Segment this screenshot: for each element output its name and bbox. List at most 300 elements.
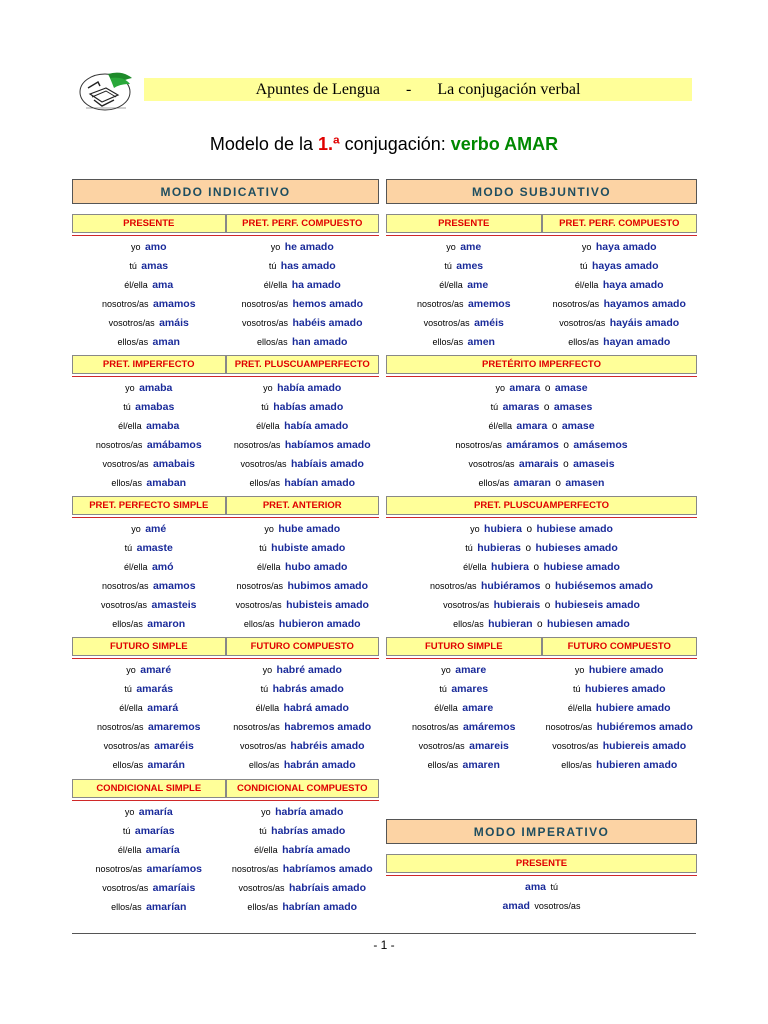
person-pronoun: vosotros/as [468, 459, 515, 469]
verb-form: amara [516, 420, 548, 432]
verb-form: amaban [146, 477, 187, 489]
person-pronoun: nosotros/as [101, 581, 149, 591]
conjugation-row [386, 659, 542, 678]
conjugation-row [226, 293, 380, 312]
person-pronoun: vosotros/as [241, 318, 289, 328]
verb-form: ames [456, 260, 484, 272]
person-pronoun: él/ella [263, 280, 288, 290]
person-pronoun: ellos/as [243, 619, 275, 629]
verb-form: hubieren amado [596, 759, 678, 771]
person-pronoun: yo [261, 807, 271, 817]
person-pronoun: él/ella [124, 280, 148, 290]
person-pronoun: ellos/as [561, 760, 592, 770]
person-pronoun: tú [444, 261, 452, 271]
conjugation-row [226, 820, 380, 839]
document-header [144, 78, 692, 101]
person-pronoun: vosotros/as [103, 741, 150, 751]
verb-form: amaríamos [146, 863, 202, 875]
conjugation-row [386, 255, 542, 274]
person-pronoun: él/ella [434, 703, 458, 713]
verb-form: ame [467, 279, 489, 291]
verb-form: había amado [277, 382, 342, 394]
verb-form: amares [451, 683, 489, 695]
verb-form: amaren [462, 759, 500, 771]
tense-header-row [72, 637, 379, 656]
conjugation-row [72, 896, 226, 915]
verb-form: hayan amado [603, 336, 671, 348]
title-verb: verbo AMAR [450, 134, 559, 154]
conjugation-column [226, 659, 380, 773]
conjugation-row [72, 735, 226, 754]
verb-form: había amado [284, 420, 349, 432]
verb-form: amáramos [506, 439, 559, 451]
conjugation-row [226, 255, 380, 274]
person-pronoun: él/ella [463, 562, 487, 572]
tense-block [386, 214, 697, 350]
verb-form: habíamos amado [284, 439, 371, 451]
person-pronoun: ellos/as [432, 337, 464, 347]
verb-form: hubieses amado [535, 542, 618, 554]
verb-form: hubiésemos amado [554, 580, 653, 592]
person-pronoun: ellos/as [111, 478, 142, 488]
person-pronoun: vosotros/as [559, 318, 606, 328]
tense-name: CONDICIONAL SIMPLE [72, 779, 226, 798]
person-pronoun: yo [581, 242, 592, 252]
conjugation-row [72, 613, 226, 632]
or-connector: o [544, 383, 551, 394]
verb-form: amáis [159, 317, 189, 329]
conjugation-column [72, 377, 226, 491]
person-pronoun: tú [268, 261, 277, 271]
person-pronoun: yo [441, 665, 451, 675]
conjugation-column [72, 236, 226, 350]
conjugation-row [226, 613, 380, 632]
verb-form: amasen [565, 477, 605, 489]
verb-form: habrías amado [271, 825, 346, 837]
conjugation-row [226, 274, 380, 293]
conjugation-rows [72, 377, 379, 491]
conjugation-row [226, 377, 380, 396]
verb-form: amemos [467, 298, 511, 310]
person-pronoun: nosotros/as [231, 864, 279, 874]
tense-header-row [72, 214, 379, 233]
conjugation-column [386, 236, 542, 350]
conjugation-row [542, 236, 698, 255]
conjugation-row [386, 236, 542, 255]
verb-form: hubiéramos [480, 580, 541, 592]
verb-form: amaría [145, 844, 180, 856]
person-pronoun: tú [259, 543, 267, 553]
or-connector: o [526, 524, 532, 535]
conjugation-row [72, 312, 226, 331]
verb-form: amarán [147, 759, 185, 771]
tense-header-row [72, 355, 379, 374]
person-pronoun: nosotros/as [233, 440, 281, 450]
verb-form: amasteis [151, 599, 197, 611]
person-pronoun: él/ella [254, 845, 278, 855]
tense-block [72, 779, 379, 915]
person-pronoun: ellos/as [249, 478, 280, 488]
conjugation-row [72, 877, 226, 896]
conjugation-row [226, 697, 380, 716]
person-pronoun: tú [124, 684, 132, 694]
verb-form: amara [509, 382, 541, 394]
person-pronoun: nosotros/as [236, 581, 284, 591]
conjugation-row [72, 820, 226, 839]
verb-form: hubiera [484, 523, 522, 535]
verb-form: haya amado [595, 241, 657, 253]
person-pronoun: nosotros/as [545, 722, 593, 732]
title-prefix: Modelo de la [209, 134, 318, 154]
conjugation-row [386, 331, 542, 350]
person-pronoun: yo [264, 524, 274, 534]
person-pronoun: él/ella [257, 562, 281, 572]
tense-name: PRET. PLUSCUAMPERFECTO [226, 355, 380, 374]
person-pronoun: nosotros/as [416, 299, 464, 309]
conjugation-rows [386, 518, 697, 632]
conjugation-column [226, 377, 380, 491]
verb-form: amarían [146, 901, 187, 913]
conjugation-column [386, 518, 697, 632]
verb-form: amaseis [573, 458, 615, 470]
tense-name: PRET. PERFECTO SIMPLE [72, 496, 226, 515]
verb-form: hemos amado [292, 298, 364, 310]
person-pronoun: nosotros/as [241, 299, 288, 309]
header-separator: - [406, 80, 412, 98]
tense-header-row [72, 496, 379, 515]
conjugation-row [542, 274, 698, 293]
conjugation-row [72, 293, 226, 312]
conjugation-row [226, 415, 380, 434]
verb-form: hubiereis amado [602, 740, 687, 752]
conjugation-row [386, 876, 697, 895]
person-pronoun: nosotros/as [96, 722, 144, 732]
verb-form: amaba [146, 420, 180, 432]
conjugation-row [542, 659, 698, 678]
conjugation-row [386, 678, 542, 697]
verb-form: hube amado [278, 523, 341, 535]
verb-form: hubiere amado [588, 664, 664, 676]
tense-name: PRET. PERF. COMPUESTO [542, 214, 698, 233]
conjugation-row [226, 312, 380, 331]
conjugation-row [386, 293, 542, 312]
person-pronoun: nosotros/as [101, 299, 149, 309]
tense-name: FUTURO COMPUESTO [226, 637, 380, 656]
conjugation-rows [386, 659, 697, 773]
conjugation-row [386, 697, 542, 716]
verb-form: habías amado [273, 401, 344, 413]
conjugation-row [72, 537, 226, 556]
conjugation-row [226, 896, 380, 915]
title-middle: conjugación: [339, 134, 451, 154]
conjugation-row [226, 518, 380, 537]
person-pronoun: tú [261, 402, 269, 412]
tense-block [72, 496, 379, 632]
tense-name: FUTURO COMPUESTO [542, 637, 698, 656]
tense-header-row [386, 355, 697, 374]
conjugation-row [72, 858, 226, 877]
tense-name: PRETÉRITO IMPERFECTO [386, 355, 697, 374]
person-pronoun: yo [126, 665, 136, 675]
person-pronoun: yo [131, 524, 141, 534]
conjugation-row [72, 415, 226, 434]
conjugation-row [386, 575, 697, 594]
conjugation-row [386, 312, 542, 331]
conjugation-row [386, 377, 697, 396]
conjugation-row [386, 396, 697, 415]
verb-form: amarías [134, 825, 175, 837]
verb-form: haya amado [602, 279, 664, 291]
conjugation-column [226, 518, 380, 632]
person-pronoun: él/ella [119, 703, 143, 713]
or-connector: o [543, 402, 550, 413]
verb-form: habría amado [275, 806, 344, 818]
verb-form: hubiesen amado [546, 618, 630, 630]
tense-name: PRESENTE [386, 214, 542, 233]
person-pronoun: yo [470, 524, 480, 534]
verb-form: amábamos [146, 439, 202, 451]
tense-block [72, 214, 379, 350]
conjugation-column [226, 236, 380, 350]
mode-subjuntivo-header: MODO SUBJUNTIVO [386, 179, 697, 204]
verb-form: habrán amado [283, 759, 356, 771]
conjugation-row [72, 801, 226, 820]
tense-name: PRET. IMPERFECTO [72, 355, 226, 374]
conjugation-column [386, 876, 697, 914]
verb-form: habéis amado [292, 317, 363, 329]
conjugation-row [72, 377, 226, 396]
conjugation-row [386, 415, 697, 434]
verb-form: hubieras [477, 542, 521, 554]
conjugation-row [386, 735, 542, 754]
person-pronoun: nosotros/as [95, 864, 143, 874]
conjugation-row [226, 659, 380, 678]
conjugation-row [72, 575, 226, 594]
verb-form: amaréis [154, 740, 194, 752]
person-pronoun: yo [574, 665, 585, 675]
verb-form: hayas amado [591, 260, 659, 272]
person-pronoun: vosotros/as [239, 741, 286, 751]
verb-form: ha amado [291, 279, 341, 291]
verb-form: habríamos amado [282, 863, 373, 875]
title-number: 1.ª [317, 134, 340, 154]
verb-form: hubiese amado [543, 561, 620, 573]
tense-block [386, 496, 697, 632]
person-pronoun: vosotros/as [108, 318, 155, 328]
tense-name: CONDICIONAL COMPUESTO [226, 779, 380, 798]
conjugation-rows [386, 236, 697, 350]
verb-form: hubierais [493, 599, 541, 611]
conjugation-row [72, 453, 226, 472]
conjugation-row [226, 396, 380, 415]
verb-form: hubimos amado [287, 580, 368, 592]
verb-form: amareis [469, 740, 509, 752]
verb-form: hubiéremos amado [596, 721, 693, 733]
verb-form: hubo amado [285, 561, 348, 573]
conjugation-column [72, 801, 226, 915]
person-pronoun: vosotros/as [101, 600, 148, 610]
conjugation-row [542, 697, 698, 716]
conjugation-row [72, 472, 226, 491]
person-pronoun: tú [439, 684, 447, 694]
person-pronoun: vosotros/as [102, 883, 149, 893]
verb-form: amase [554, 382, 588, 394]
verb-form: améis [474, 317, 504, 329]
mode-indicativo-header: MODO INDICATIVO [72, 179, 379, 204]
verb-form: ame [460, 241, 482, 253]
or-connector: o [544, 581, 551, 592]
verb-form: hubiera [491, 561, 529, 573]
conjugation-row [226, 839, 380, 858]
verb-form: he amado [284, 241, 334, 253]
conjugation-row [226, 556, 380, 575]
verb-form: hubieran [488, 618, 533, 630]
verb-form: amará [147, 702, 179, 714]
verb-form: hubiese amado [536, 523, 613, 535]
verb-form: amaste [136, 542, 173, 554]
verb-form: amó [151, 561, 174, 573]
tense-block [386, 355, 697, 491]
person-pronoun: nosotros/as [455, 440, 502, 450]
or-connector: o [544, 600, 551, 611]
person-pronoun: nosotros/as [233, 722, 280, 732]
header-subject: Apuntes de Lengua [255, 80, 381, 98]
verb-form: amare [455, 664, 487, 676]
person-pronoun: ellos/as [257, 337, 288, 347]
verb-form: hubieron amado [278, 618, 361, 630]
person-pronoun: yo [495, 383, 505, 393]
tense-block [72, 637, 379, 773]
verb-form: amen [467, 336, 495, 348]
verb-form: ama [152, 279, 174, 291]
person-pronoun: yo [130, 242, 141, 252]
person-pronoun: ellos/as [117, 337, 149, 347]
or-connector: o [536, 619, 543, 630]
verb-form: habríais amado [288, 882, 366, 894]
verb-form: hayáis amado [609, 317, 680, 329]
conjugation-row [72, 716, 226, 735]
person-pronoun: él/ella [256, 421, 280, 431]
person-pronoun: tú [490, 402, 499, 412]
conjugation-row [72, 396, 226, 415]
person-pronoun: tú [573, 684, 581, 694]
or-connector: o [555, 478, 561, 489]
person-pronoun: él/ella [488, 421, 512, 431]
verb-form: hayamos amado [603, 298, 686, 310]
verb-form: habría amado [282, 844, 351, 856]
conjugation-row [72, 274, 226, 293]
tense-header-row [386, 496, 697, 515]
person-pronoun: él/ella [567, 703, 592, 713]
conjugation-row [226, 877, 380, 896]
tense-name: PRESENTE [386, 854, 697, 873]
tense-block [386, 637, 697, 773]
person-pronoun: tú [465, 543, 473, 553]
verb-form: hubiere amado [595, 702, 671, 714]
conjugation-row [226, 801, 380, 820]
conjugation-row [72, 839, 226, 858]
tense-header-row [72, 779, 379, 798]
or-connector: o [525, 543, 531, 554]
verb-form: amaré [140, 664, 172, 676]
verb-form: amase [561, 420, 595, 432]
conjugation-row [386, 594, 697, 613]
tense-block [386, 854, 697, 914]
conjugation-column [226, 801, 380, 915]
verb-form: hubisteis amado [286, 599, 369, 611]
verb-form: hubieres amado [584, 683, 666, 695]
conjugation-row [542, 716, 698, 735]
conjugation-row [386, 556, 697, 575]
conjugation-row [72, 434, 226, 453]
tense-name: PRET. PERF. COMPUESTO [226, 214, 380, 233]
person-pronoun: nosotros/as [95, 440, 143, 450]
footer-divider [72, 933, 696, 934]
mode-imperativo-header: MODO IMPERATIVO [386, 819, 697, 844]
tense-name: PRESENTE [72, 214, 226, 233]
conjugation-column [386, 659, 542, 773]
person-pronoun: ellos/as [427, 760, 459, 770]
verb-form: han amado [292, 336, 348, 348]
person-pronoun: vosotros/as [235, 600, 282, 610]
page-number: - 1 - [373, 938, 395, 952]
verb-form: amásemos [573, 439, 628, 451]
verb-form: amo [144, 241, 167, 253]
verb-form: amaba [139, 382, 173, 394]
conjugation-row [386, 537, 697, 556]
conjugation-row [542, 312, 698, 331]
conjugation-rows [72, 801, 379, 915]
conjugation-row [226, 472, 380, 491]
verb-form: amaras [502, 401, 540, 413]
person-pronoun: ellos/as [478, 478, 510, 488]
verb-form: amaran [513, 477, 551, 489]
person-pronoun: yo [446, 242, 456, 252]
tense-name: PRET. ANTERIOR [226, 496, 380, 515]
conjugation-row [226, 537, 380, 556]
person-pronoun: ellos/as [247, 902, 278, 912]
person-pronoun: vosotros/as [240, 459, 287, 469]
person-pronoun: vosotros/as [534, 901, 581, 911]
person-pronoun: tú [122, 826, 131, 836]
or-connector: o [563, 440, 569, 451]
or-connector: o [551, 421, 558, 432]
person-pronoun: tú [129, 261, 137, 271]
person-pronoun: él/ella [439, 280, 463, 290]
verb-form: amáremos [462, 721, 516, 733]
person-pronoun: nosotros/as [552, 299, 600, 309]
conjugation-row [226, 735, 380, 754]
conjugation-row [226, 716, 380, 735]
conjugation-row [72, 678, 226, 697]
verb-form: amé [145, 523, 167, 535]
verb-form: amaron [147, 618, 186, 630]
verb-form: amarás [136, 683, 174, 695]
verb-form: amaríais [152, 882, 196, 894]
verb-form: has amado [280, 260, 336, 272]
tense-name: FUTURO SIMPLE [72, 637, 226, 656]
person-pronoun: tú [123, 402, 131, 412]
conjugation-column [542, 659, 698, 773]
person-pronoun: ellos/as [112, 760, 144, 770]
person-pronoun: vosotros/as [238, 883, 285, 893]
person-pronoun: ellos/as [248, 760, 280, 770]
conjugation-row [226, 236, 380, 255]
person-pronoun: él/ella [118, 421, 142, 431]
school-logo-icon [78, 68, 136, 112]
person-pronoun: él/ella [255, 703, 280, 713]
conjugation-rows [386, 377, 697, 491]
